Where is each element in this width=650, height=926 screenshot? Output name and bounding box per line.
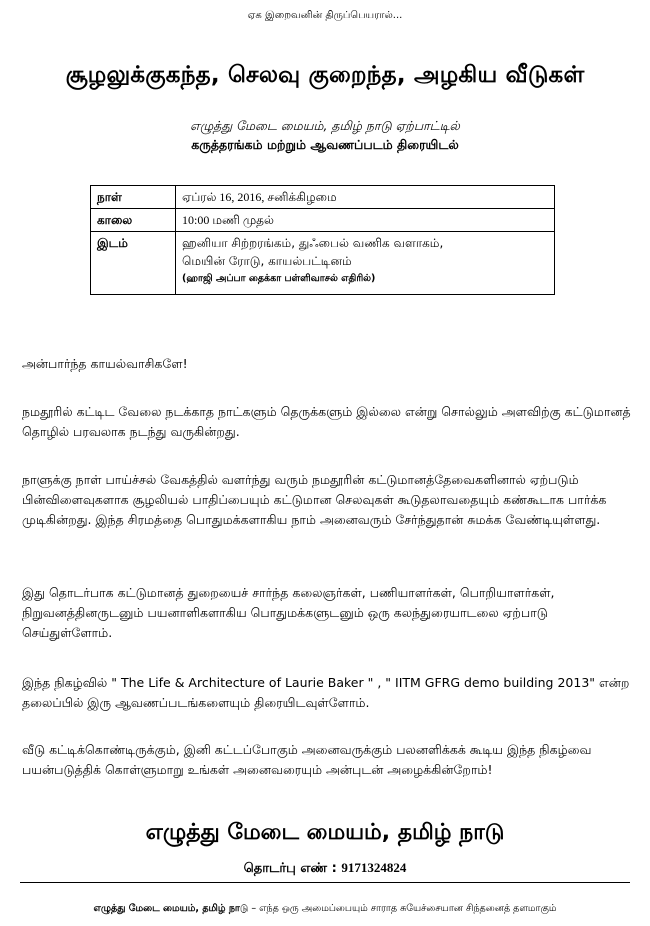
date-value: ஏப்ரல் 16, 2016, சனிக்கிழமை (176, 186, 555, 209)
organization-name: எழுத்து மேடை மையம், தமிழ் நாடு (145, 820, 505, 845)
venue-landmark-note: (ஹாஜி அப்பா தைக்கா பள்ளிவாசல் எதிரில்) (182, 273, 376, 284)
time-value: 10:00 மணி முதல் (176, 209, 555, 232)
event-info-table (90, 185, 555, 295)
venue-line-2: மெயின் ரோடு, காயல்பட்டினம் (182, 254, 352, 268)
footer (0, 903, 650, 915)
contact-label: தொடர்பு எண் : (243, 861, 337, 876)
venue-label: இடம் (91, 232, 176, 295)
time-label: காலை (91, 209, 176, 232)
footer-tagline: – எந்த ஒரு அமைப்பையும் சாராத சுயேச்சையான சிந்தனைத் தளமாகும் (248, 903, 557, 914)
venue-line-1: ஹனியா சிற்றரங்கம், துஃபைல் வணிக வளாகம், (182, 236, 444, 250)
organizer-line: எழுத்து மேடை மையம், தமிழ் நாடு ஏற்பாட்டில் (190, 118, 460, 133)
venue-cell (176, 232, 555, 295)
footer-org-name: எழுத்து மேடை மையம், தமிழ் நாடு (93, 903, 249, 914)
paragraph-4: இந்த நிகழ்வில் " The Life & Architecture of Laurie Baker " , " IITM GFRG demo building 2013" என்ற தலைப்பில் இரு ஆவணப்படங்களையும் திரையிடவுள்ளோம். (22, 675, 630, 710)
page-title: சூழலுக்குகந்த, செலவு குறைந்த, அழகிய வீடுகள் (65, 62, 585, 88)
contact-line (0, 860, 650, 877)
greeting: அன்பார்ந்த காயல்வாசிகளே! (22, 356, 188, 371)
invocation-text: ஏக இறைவனின் திருப்பெயரால்... (247, 10, 403, 21)
event-description: கருத்தரங்கம் மற்றும் ஆவணப்படம் திரையிடல் (191, 137, 459, 152)
table-row (91, 209, 555, 232)
paragraph-5: வீடு கட்டிக்கொண்டிருக்கும், இனி கட்டப்போகும் அனைவருக்கும் பலனளிக்கக் கூடிய இந்த நிகழ்வை பயன்படுத்திக் கொள்ளுமாறு உங்கள் அனைவரையும் அன்புடன் அழைக்கின்றோம்! (22, 742, 592, 777)
paragraph-1: நமதூரில் கட்டிட வேலை நடக்காத நாட்களும் தெருக்களும் இல்லை என்று சொல்லும் அளவிற்கு கட்டுமானத் தொழில் பரவலாக நடந்து வருகின்றது. (22, 404, 631, 439)
table-row (91, 232, 555, 295)
table-row (91, 186, 555, 209)
date-label: நாள் (91, 186, 176, 209)
footer-divider (20, 882, 630, 883)
paragraph-2: நாளுக்கு நாள் பாய்ச்சல் வேகத்தில் வளர்ந்து வரும் நமதூரின் கட்டுமானத்தேவைகளினால் ஏற்படும் பின்விளைவுகளாக சூழலியல் பாதிப்பையும் கட்டுமான செலவுகள் கூடுதலாவதையும் கண்கூடாக பார்க்க முடிகின்றது. இந்த சிரமத்தை பொதுமக்களாகிய நாம் அனைவரும் சேர்ந்துதான் சுமக்க வேண்டியுள்ளது. (22, 472, 607, 527)
contact-number: 9171324824 (341, 860, 407, 875)
paragraph-3: இது தொடர்பாக கட்டுமானத் துறையைச் சார்ந்த கலைஞர்கள், பணியாளர்கள், பொறியாளர்கள், நிறுவனத்தினருடனும் பயனாளிகளாகிய பொதுமக்களுடனும் ஒரு கலந்துரையாடலை ஏற்பாடு செய்துள்ளோம். (22, 585, 555, 640)
